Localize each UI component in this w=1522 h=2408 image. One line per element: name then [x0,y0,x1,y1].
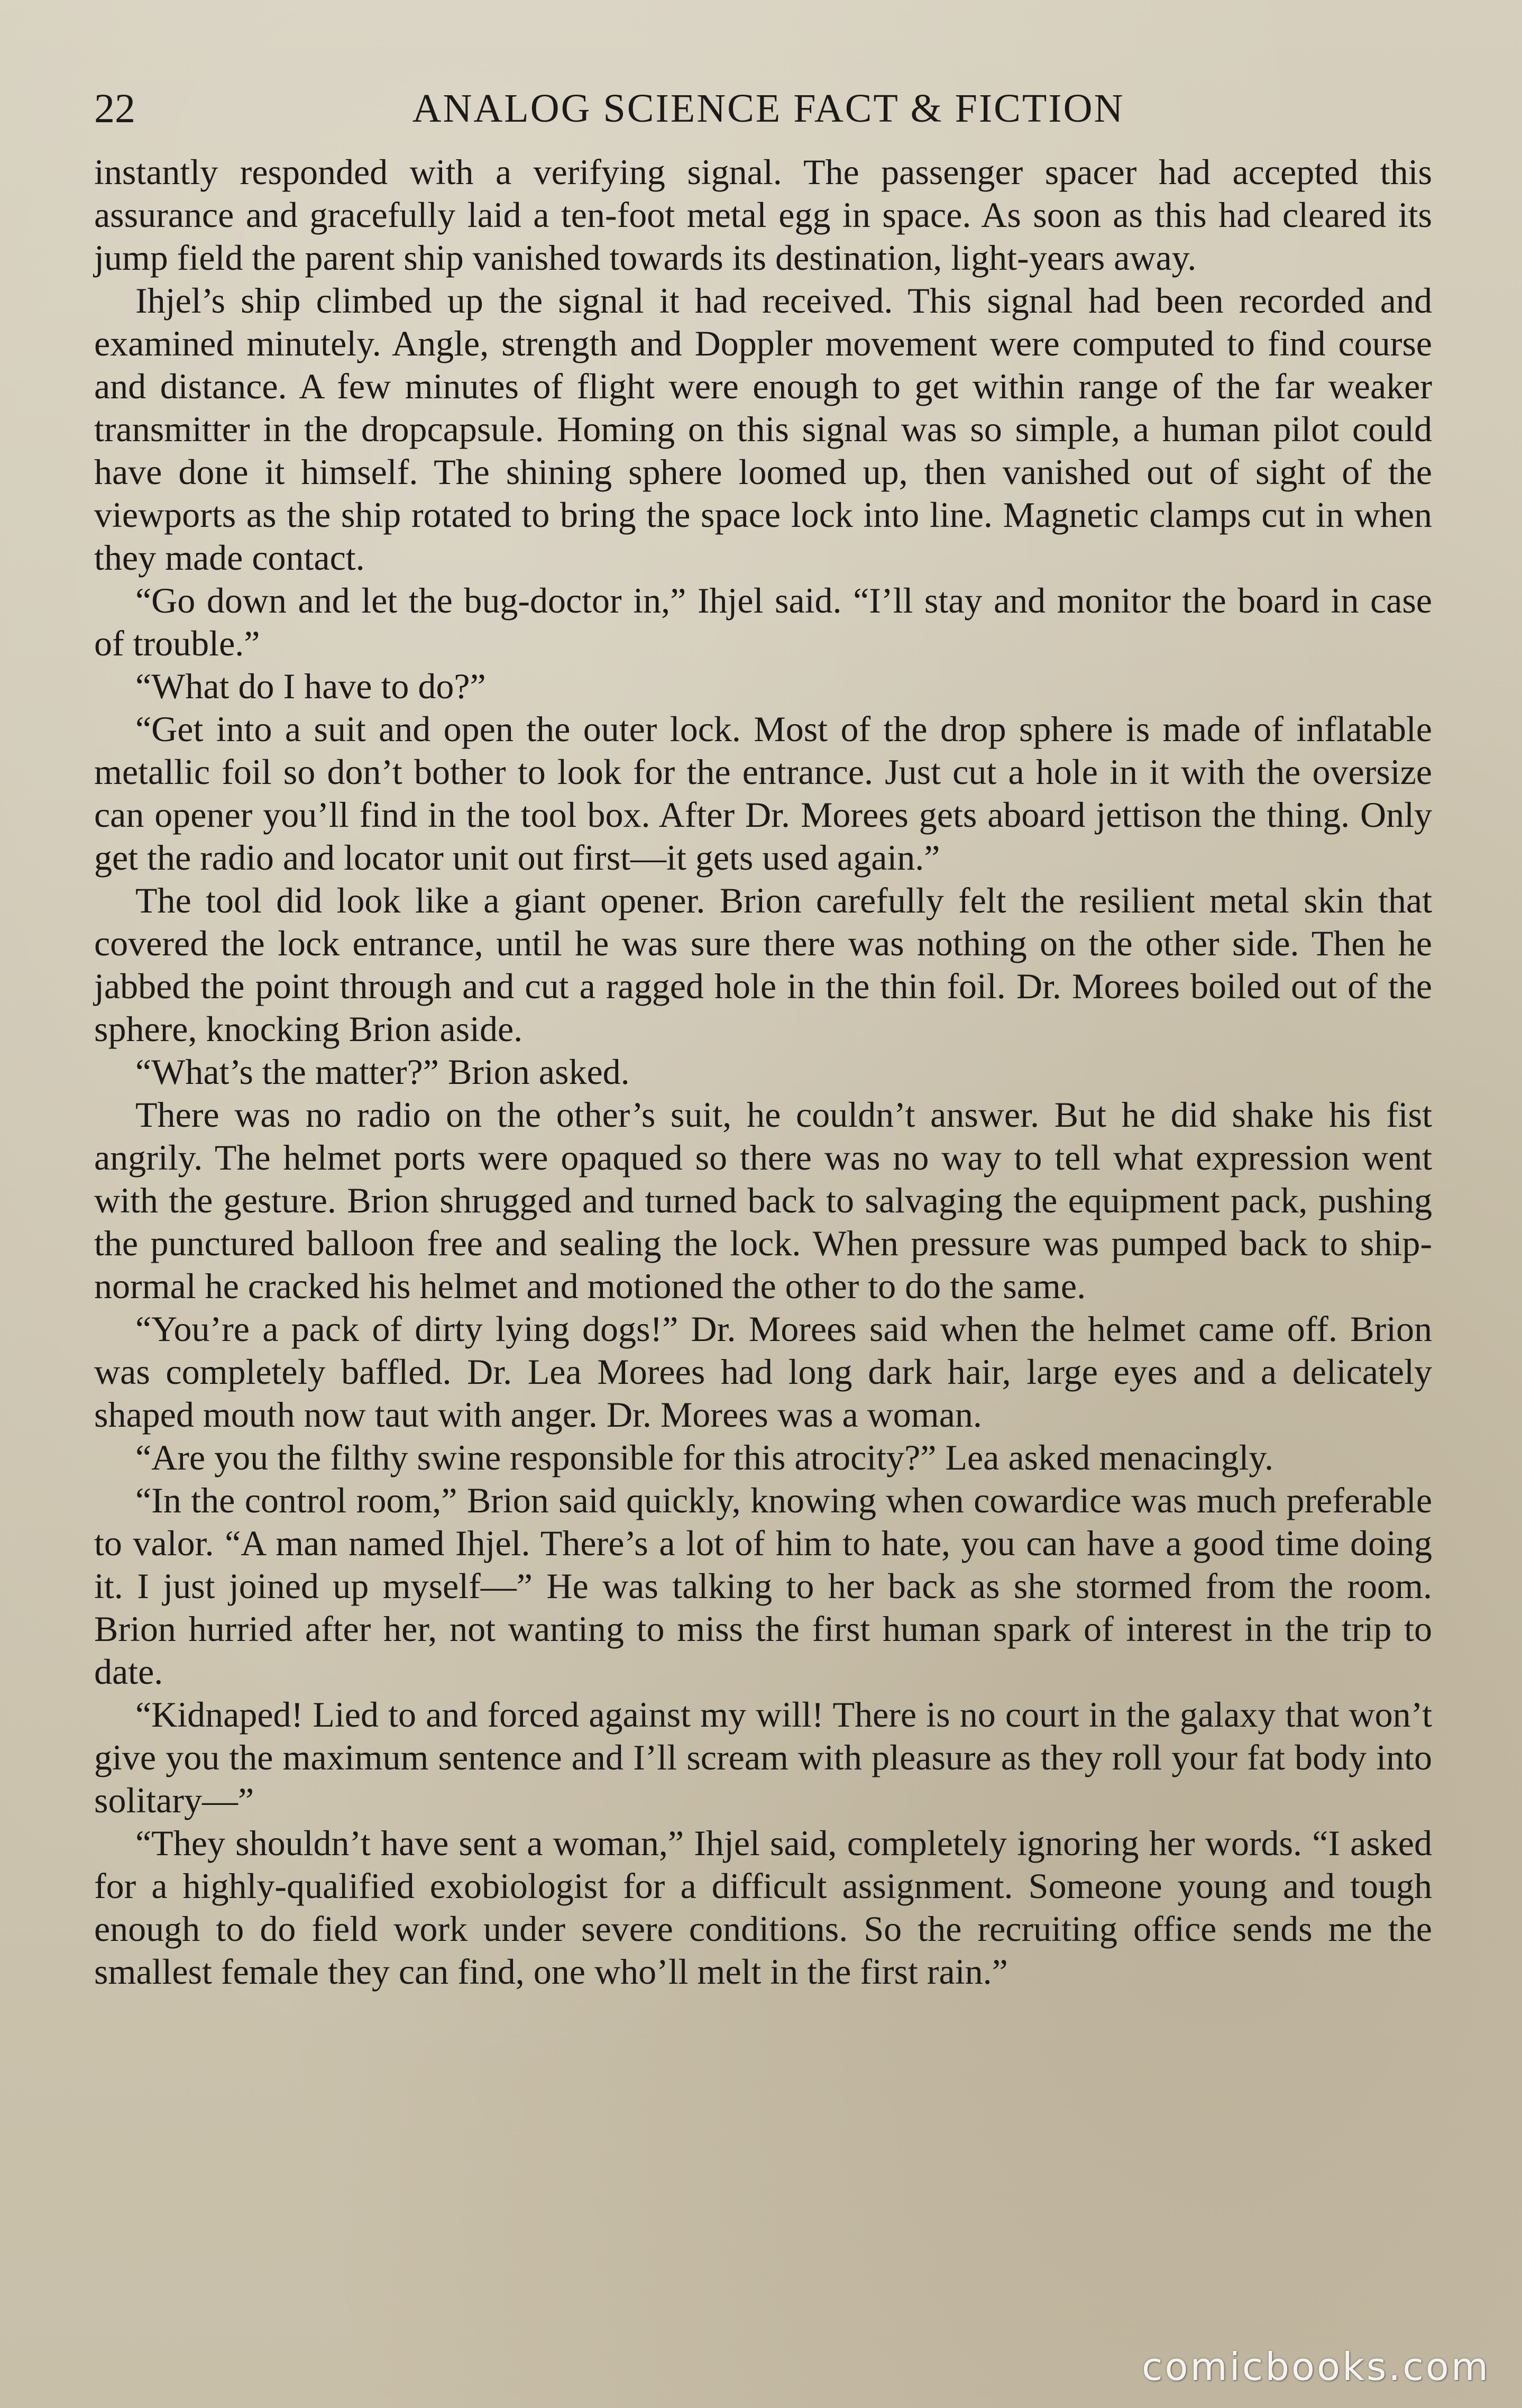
paragraph: Ihjel’s ship climbed up the signal it had received. This signal had been recorded and examined minutely. Angle, strength and Doppler movement were computed to find course and distance. A few minutes of flight were enough to get within range of the far weaker transmitter in the dropcapsule. Homing on this signal was so simple, a human pilot could have done it himself. The shining sphere loomed up, then vanished out of sight of the viewports as the ship rotated to bring the space lock into line. Magnetic clamps cut in when they made contact. [94,280,1432,578]
paragraph: “Get into a suit and open the outer lock. Most of the drop sphere is made of inflatable metallic foil so don’t bother to look for the entrance. Just cut a hole in it with the oversize can opener you’ll find in the tool box. After Dr. Morees gets aboard jettison the thing. Only get the radio and locator unit out first—it gets used again.” [94,709,1432,878]
running-title: ANALOG SCIENCE FACT & FICTION [412,86,1125,131]
site-watermark: comicbooks.com [1141,2345,1490,2389]
paragraph: “What’s the matter?” Brion asked. [135,1052,630,1092]
paragraph: instantly responded with a verifying signal. The passenger spacer had accepted this assurance and gracefully laid a ten-foot metal egg in space. As soon as this had cleared its jump field the parent ship vanished towards its destination, light-years away. [94,152,1432,278]
page-header [94,79,1443,138]
paragraph: “Are you the filthy swine responsible for this atrocity?” Lea asked menacingly. [135,1437,1273,1477]
paragraph: There was no radio on the other’s suit, he couldn’t answer. But he did shake his fist angrily. The helmet ports were opaqued so there was no way to tell what expression went with the gesture. Brion shrugged and turned back to salvaging the equipment pack, pushing the punctured balloon free and sealing the lock. When pressure was pumped back to ship-normal he cracked his helmet and motioned the other to do the same. [94,1094,1432,1306]
paragraph: “In the control room,” Brion said quickly, knowing when cowardice was much preferable to valor. “A man named Ihjel. There’s a lot of him to hate, you can have a good time doing it. I just joined up myself—” He was talking to her back as she stormed from the room. Brion hurried after her, not wanting to miss the first human spark of interest in the trip to date. [94,1480,1432,1692]
paragraph: “What do I have to do?” [135,666,486,706]
paragraph: The tool did look like a giant opener. Brion carefully felt the resilient metal skin that covered the lock entrance, until he was sure there was nothing on the other side. Then he jabbed the point through and cut a ragged hole in the thin foil. Dr. Morees boiled out of the sphere, knocking Brion aside. [94,880,1432,1049]
paragraph: “Go down and let the bug-doctor in,” Ihjel said. “I’ll stay and monitor the board in case of trouble.” [94,580,1432,663]
paragraph: “You’re a pack of dirty lying dogs!” Dr. Morees said when the helmet came off. Brion was completely baffled. Dr. Lea Morees had long dark hair, large eyes and a delicately shaped mouth now taut with anger. Dr. Morees was a woman. [94,1309,1432,1435]
story-text [94,151,1432,1993]
page-number: 22 [94,85,135,131]
paragraph: “Kidnaped! Lied to and forced against my will! There is no court in the galaxy that won’t give you the maximum sentence and I’ll scream with pleasure as they roll your fat body into solitary—” [94,1694,1432,1820]
paragraph: “They shouldn’t have sent a woman,” Ihjel said, completely ignoring her words. “I asked for a highly-qualified exobiologist for a difficult assignment. Someone young and tough enough to do field work under severe conditions. So the recruiting office sends me the smallest female they can find, one who’ll melt in the first rain.” [94,1823,1432,1992]
